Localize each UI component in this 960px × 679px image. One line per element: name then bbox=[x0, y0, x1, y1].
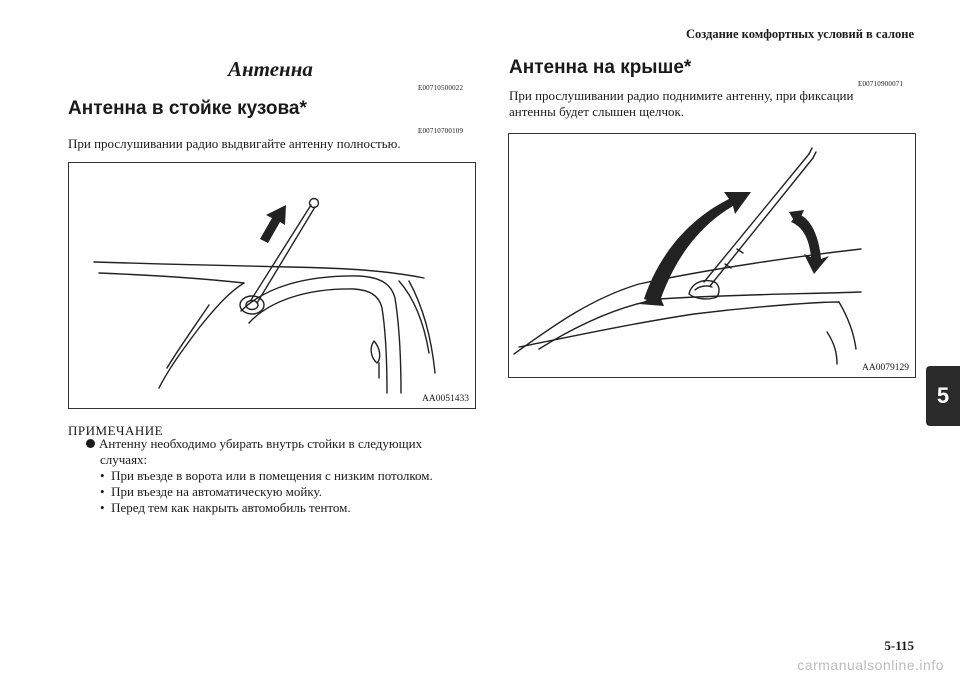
roof-antenna-figure bbox=[508, 133, 916, 378]
watermark: carmanualsonline.info bbox=[797, 657, 944, 673]
pillar-figure-id: AA0051433 bbox=[422, 394, 469, 404]
note-bullet-line2: случаях: bbox=[100, 452, 148, 467]
roof-body-line2: антенны будет слышен щелчок. bbox=[509, 104, 685, 119]
note-bullet-line1: Антенну необходимо убирать внутрь стойки в следующих bbox=[99, 436, 423, 451]
sub-code: E00710700109 bbox=[418, 127, 464, 135]
subtitle-roof-antenna: Антенна на крыше* bbox=[509, 57, 692, 78]
pillar-body-text: При прослушивании радио выдвигайте антенну полностью. bbox=[68, 136, 401, 151]
pillar-antenna-figure bbox=[68, 162, 476, 409]
pillar-antenna-illustration bbox=[69, 163, 475, 408]
roof-figure-id: AA0079129 bbox=[862, 363, 909, 373]
section-header: Создание комфортных условий в салоне bbox=[685, 27, 914, 41]
section-tab: 5 bbox=[926, 366, 960, 426]
note-item: • При въезде на автоматическую мойку. bbox=[100, 484, 322, 499]
bullet-icon bbox=[86, 439, 95, 448]
note-item: • Перед тем как накрыть автомобиль тентом. bbox=[100, 500, 351, 515]
roof-code: E00710900071 bbox=[858, 80, 904, 88]
subtitle-pillar-antenna: Антенна в стойке кузова* bbox=[68, 98, 307, 119]
page-title: Антенна bbox=[228, 57, 313, 81]
note-item-text: При въезде в ворота или в помещения с низким потолком. bbox=[111, 468, 433, 483]
page-number: 5-115 bbox=[884, 638, 914, 653]
note-title: ПРИМЕЧАНИЕ bbox=[68, 423, 164, 438]
note-item-text: Перед тем как накрыть автомобиль тентом. bbox=[111, 500, 351, 515]
roof-body-line1: При прослушивании радио поднимите антенну, при фиксации bbox=[509, 88, 854, 103]
note-bullet bbox=[86, 436, 422, 452]
note-item-text: При въезде на автоматическую мойку. bbox=[111, 484, 322, 499]
roof-antenna-illustration bbox=[509, 134, 915, 377]
main-code: E00710500022 bbox=[418, 84, 464, 92]
note-item: • При въезде в ворота или в помещения с низким потолком. bbox=[100, 468, 433, 483]
